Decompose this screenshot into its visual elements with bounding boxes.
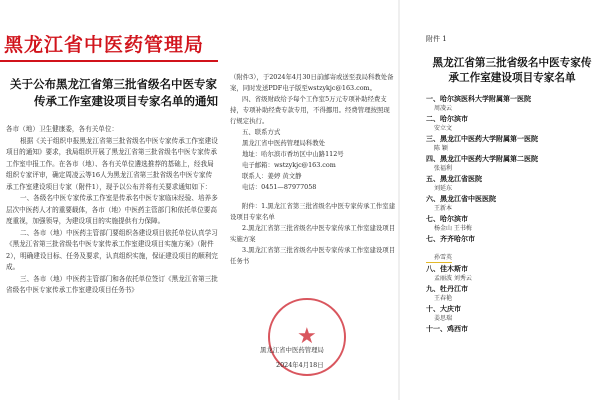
contact-address: 地址：哈尔滨市香坊区中山路112号 (242, 150, 344, 158)
notice-paragraph: 二、各市（地）中医药主管部门要组织各建设项目依托单位认真学习《黑龙江省第三批省级名中医专家传承工作室建设项目实施方案》（附件2），明确建设目标、任务及要求，认真组织实施，保证建设项目的顺利完成。 (6, 228, 218, 271)
expert-names: 刘延东 (434, 185, 453, 192)
list-item (426, 115, 596, 133)
contact-office: 黑龙江省中医药管理局科教处 (242, 139, 326, 147)
list-item (426, 215, 596, 233)
expert-names: 张福利 (434, 165, 453, 172)
notice-title (10, 76, 218, 110)
list-item (426, 195, 596, 213)
list-item (426, 305, 596, 323)
list-item (426, 285, 596, 303)
unit-name: 四、黑龙江中医药大学附属第二医院 (426, 155, 538, 163)
expert-names: 杨金山 王书梅 (434, 225, 472, 232)
unit-name: 五、黑龙江省医院 (426, 175, 482, 183)
expert-names: 王新本 (434, 205, 453, 212)
expert-names: 周凌云 (434, 105, 453, 112)
expert-names-highlighted: 孙雪英 (426, 253, 452, 263)
contact-email: 电子邮箱：wstzykjc@163.com (242, 161, 336, 169)
unit-name: 七、哈尔滨市 (426, 215, 468, 223)
signature-date: 2024年4月18日 (276, 361, 324, 369)
expert-list-title: 黑龙江省第三批省级名中医专家传承工作室建设项目专家名单 (432, 57, 592, 84)
unit-name: 十一、鸡西市 (426, 325, 468, 333)
list-item (426, 155, 596, 173)
list-item (426, 265, 596, 283)
seal-star-icon: ★ (297, 324, 317, 349)
contact-heading: 五、联系方式 (242, 128, 281, 136)
expert-names: 王春艳 (434, 295, 453, 302)
list-item (426, 135, 596, 153)
attachment-item: 2.黑龙江省第三批省级名中医专家传承工作室建设项目实施方案 (230, 224, 396, 243)
notice-body-continued (230, 72, 396, 267)
red-letterhead: 黑龙江省中医药管理局 (4, 34, 205, 56)
unit-name: 九、牡丹江市 (426, 285, 468, 293)
notice-title-line-1: 关于公布黑龙江省第三批省级名中医专家 (10, 77, 217, 91)
unit-name: 三、黑龙江中医药大学附属第一医院 (426, 135, 538, 143)
attachment-item: 附件：1.黑龙江省第三批省级名中医专家传承工作室建设项目专家名单 (230, 202, 396, 221)
list-item (426, 95, 596, 113)
unit-name: 一、哈尔滨医科大学附属第一医院 (426, 95, 531, 103)
notice-page-1 (0, 0, 218, 400)
notice-salutation: 各市（地）卫生健康委，各有关单位： (6, 125, 119, 133)
expert-list (426, 95, 596, 336)
red-divider-line (0, 60, 218, 62)
attachment-label: 附件 1 (426, 35, 447, 43)
notice-body (6, 124, 218, 297)
expert-names: 陈 颖 (434, 145, 448, 152)
list-item (426, 325, 596, 334)
attachment-page (400, 0, 600, 400)
notice-title-line-2: 传承工作室建设项目专家名单的通知 (34, 94, 218, 108)
unit-name: 二、哈尔滨市 (426, 115, 468, 123)
contact-phone: 电话：0451—87977058 (242, 183, 317, 191)
expert-names: 安立文 (434, 125, 453, 132)
spacer (230, 193, 396, 201)
unit-name: 十、大庆市 (426, 305, 461, 313)
notice-paragraph: 三、各市（地）中医药主管部门和各依托单位签订《黑龙江省第三批省级名中医专家传承工作室建设项目任务书》 (6, 274, 218, 294)
expert-names: 姜思瑞 (434, 315, 453, 322)
unit-name: 八、佳木斯市 (426, 265, 468, 273)
expert-names: 孟丽波 刘秀云 (434, 275, 472, 282)
list-item (426, 175, 596, 193)
notice-paragraph: 一、各级名中医专家传承工作室是传承名中医专家临床经验、培养多层次中医药人才的重要载体，各市（地）中医药主管部门和依托单位要高度重视，加强领导，为建设项目的实施提供有力保障。 (6, 194, 218, 225)
unit-name: 六、黑龙江省中医医院 (426, 195, 496, 203)
notice-paragraph: （附件3），于2024年4月30日前邮寄或送至我局科教处备案，同时发送PDF电子版至wstzykjc@163.com。 (230, 73, 394, 92)
signature-organization: 黑龙江省中医药管理局 (260, 346, 324, 354)
notice-paragraph: 根据《关于组织申报黑龙江省第三批省级名中医专家传承工作室建设项目的通知》要求，我局组织开展了黑龙江省第三批省级名中医专家传承工作室申报工作。在各市（地）、各有关单位遴选推荐的基础上，经我局组织专家评审，确定周凌云等16人为黑龙江省第三批省级名中医专家传承工作室建设项目专家（附件1），现予以公布并将有关要求通知如下： (6, 136, 218, 191)
notice-paragraph: 四、省级财政给予每个工作室5万元专项补助经费支持，专项补助经费专款专用，不得挪用。经费管理按照现行规定执行。 (230, 95, 390, 125)
list-item (426, 235, 596, 265)
contact-person: 联系人：姜婷 黄文静 (242, 172, 302, 180)
unit-name: 七、齐齐哈尔市 (426, 235, 475, 243)
attachment-item: 3.黑龙江省第三批省级名中医专家传承工作室建设项目任务书 (230, 246, 396, 265)
